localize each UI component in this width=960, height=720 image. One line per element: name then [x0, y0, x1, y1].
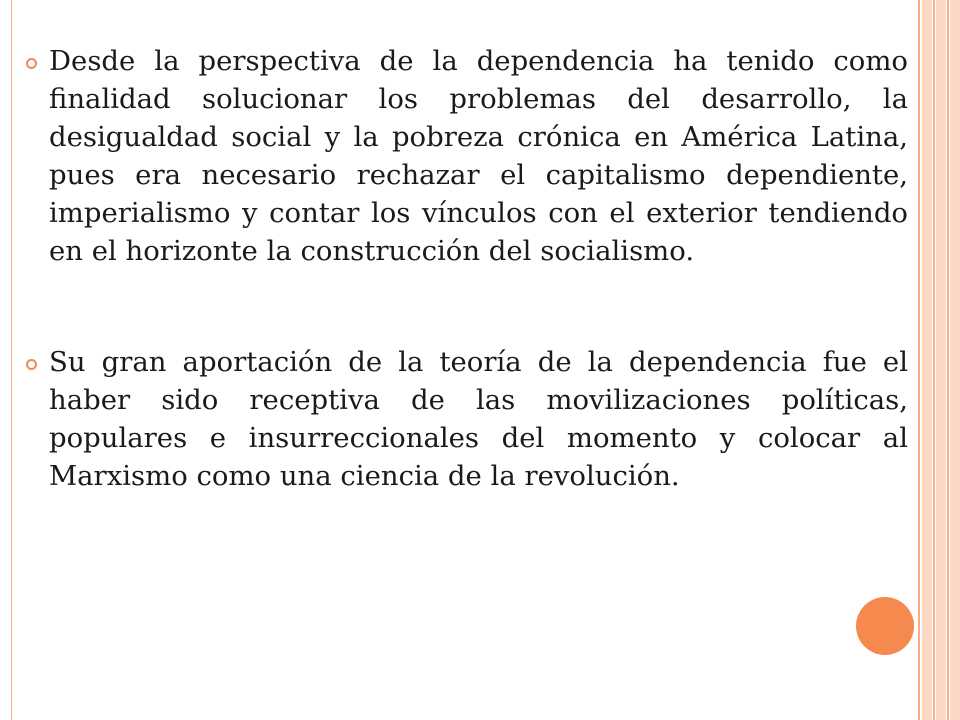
bullet-circle-icon [26, 359, 37, 370]
bullet-item [20, 42, 908, 270]
right-stripe-line [918, 0, 920, 720]
right-stripe-line [933, 0, 935, 720]
right-stripe-line [947, 0, 949, 720]
right-stripe-band [950, 0, 960, 720]
bullet-item [20, 343, 908, 495]
bullet-circle-icon [26, 58, 37, 69]
slide-content [20, 42, 908, 495]
left-border-line [11, 0, 12, 720]
right-stripe-band [936, 0, 946, 720]
bullet-text: Su gran aportación de la teoría de la dependencia fue el haber sido receptiva de las movilizaciones políticas, populares e insurreccionales del momento y colocar al Marxismo como una ciencia de la revolución. [49, 346, 908, 492]
bullet-text: Desde la perspectiva de la dependencia ha tenido como finalidad solucionar los problemas del desarrollo, la desigualdad social y la pobreza crónica en América Latina, pues era necesario rechazar el capitalismo dependiente, imperialismo y contar los vínculos con el exterior tendiendo en el horizonte la construcción del socialismo. [49, 45, 908, 267]
right-stripe-band [922, 0, 932, 720]
decorative-circle [856, 597, 914, 655]
